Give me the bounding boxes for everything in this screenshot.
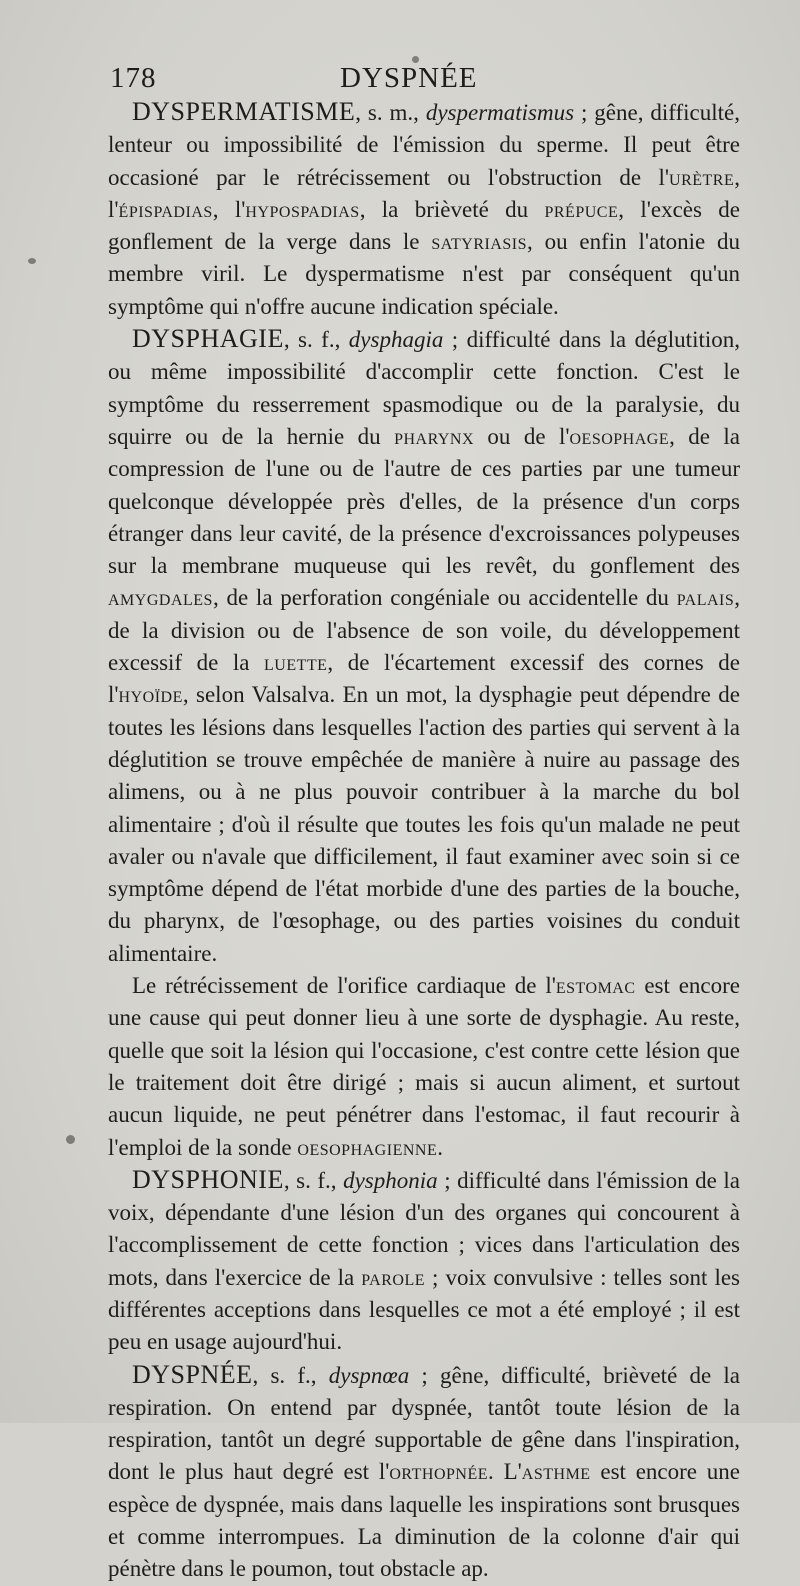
entry-dysphonie: DYSPHONIE, s. f., dysphonia ; difficulté dans l'émission de la voix, dépendante d'une lésion d'un des organes qui concourent à l'accomplissement de cette fonction ; vices dans l'articulation des mots, dans l'exercice de la parole ; voix convulsive : telles sont les différentes acceptions dans lesquelles ce mot a été employé ; il est peu en usage aujourd'hui. [108,1164,740,1355]
cross-reference: pharynx [394,423,475,449]
cross-reference: asthme [521,1459,591,1485]
headword: DYSPHONIE [132,1164,284,1194]
latin-term: dyspermatismus [425,100,575,125]
entry-dysphagie-paragraph-2: Le rétrécissement de l'orifice cardiaque de l'estomac est encore une cause qui peut donner lieu à une sorte de dysphagie. Au reste, quelle que soit la lésion qui l'occasione, c'est contre cette lésion que le traitement doit être dirigé ; mais si aucun aliment, et surtout aucun liquide, ne peut pénétrer dans l'estomac, il faut recourir à l'emploi de la sonde oesophagienne. [108,973,740,1160]
cross-reference: satyriasis [431,229,528,255]
headword: DYSPERMATISME [132,97,356,126]
cross-reference: luette [264,650,328,676]
dictionary-text [108,96,740,1586]
entry-dyspermatisme: DYSPERMATISME, s. m., dyspermatismus ; gêne, difficulté, lenteur ou impossibilité de l'émission du sperme. Il peut être occasioné par le rétrécissement ou l'obstruction de l'urètre, l'épispadias, l'hypospadias, la brièveté du prépuce, l'excès de gonflement de la verge dans le satyriasis, ou enfin l'atonie du membre viril. Le dyspermatisme n'est par conséquent qu'un symptôme qui n'offre aucune indication spéciale. [108,97,741,319]
cross-reference: amygdales [108,585,213,611]
cross-reference: urètre [669,164,735,190]
ink-spot [28,258,36,264]
cross-reference: prépuce [544,196,619,222]
entry-dyspnee: DYSPNÉE, s. f., dyspnœa ; gêne, difficulté, brièveté de la respiration. On entend par dyspnée, tantôt toute lésion de la respiration, tantôt un degré supportable de gêne dans l'inspiration, dont le plus haut degré est l'orthopnée. L'asthme est encore une espèce de dyspnée, mais dans laquelle les inspirations sont brusques et comme interrompues. La diminution de la colonne d'air qui pénètre dans le poumon, tout obstacle ap. [108,1359,740,1582]
cross-reference: estomac [555,973,636,999]
cross-reference: oesophagienne [297,1134,438,1160]
entry-dysphagie: DYSPHAGIE, s. f., dysphagia ; difficulté dans la déglutition, ou même impossibilité d'accomplir cette fonction. C'est le symptôme du resserrement spasmodique ou de la paralysie, du squirre ou de la hernie du pharynx ou de l'oesophage, de la compression de l'une ou de l'autre de ces parties par une tumeur quelconque développée près d'elles, de la présence d'un corps étranger dans leur cavité, de la présence d'excroissances polypeuses sur la membrane muqueuse qui les revêt, du gonflement des amygdales, de la perforation congéniale ou accidentelle du palais, de la division ou de l'absence de son voile, du développement excessif de la luette, de l'écartement excessif des cornes de l'hyoïde, selon Valsalva. En un mot, la dysphagie peut dépendre de toutes les lésions dans lesquelles l'action des parties qui servent à la déglutition se trouve empêchée de manière à nuire au passage des alimens, ou à ne plus pouvoir contribuer à la marche du bol alimentaire ; d'où il résulte que toutes les fois qu'un malade ne peut avaler ou n'avale que difficilement, il faut examiner avec soin si ce symptôme dépend de l'état morbide d'une des parties de la bouche, du pharynx, de l'œsophage, ou des parties voisines du conduit alimentaire. [108,324,740,966]
cross-reference: orthopnée [389,1459,489,1485]
cross-reference: palais [676,585,735,611]
latin-term: dysphonia [343,1167,438,1193]
running-head: DYSPNÉE [340,62,478,94]
headword: DYSPNÉE [132,1359,253,1389]
headword: DYSPHAGIE [132,324,284,354]
latin-term: dysphagia [348,327,444,353]
cross-reference: hyoïde [118,682,183,708]
cross-reference: oesophage [569,423,670,449]
latin-term: dyspnœa [328,1362,410,1388]
cross-reference: épispadias [118,196,213,222]
ink-spot [66,1135,75,1144]
cross-reference: parole [361,1264,426,1290]
page-number: 178 [110,62,157,94]
cross-reference: hypospadias [245,196,360,222]
